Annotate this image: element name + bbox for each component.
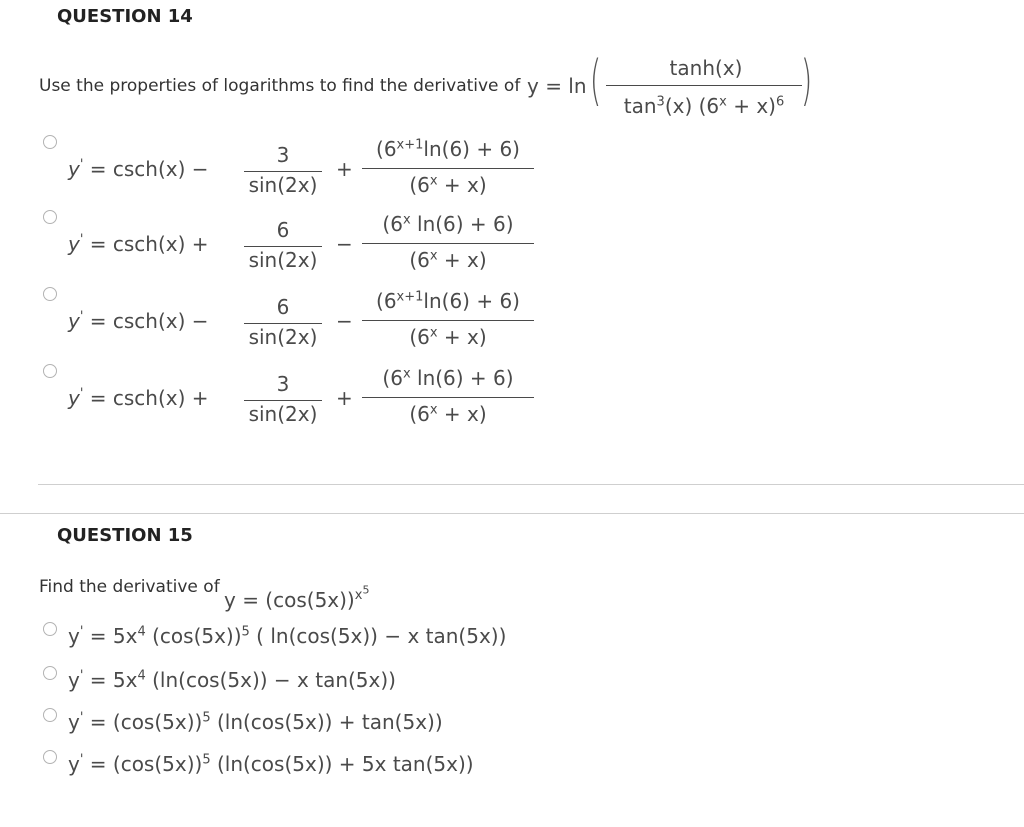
option-operator: − xyxy=(336,232,353,256)
question-15-title: QUESTION 15 xyxy=(57,525,193,546)
fraction-bar xyxy=(244,246,322,247)
fraction-2-numerator: $(6^{x+1}\ln(6) + 6)$ xyxy=(376,289,520,313)
option-expression: $y' = 5x^4$ $(\cos(5x))^5$ ( ln(cos(5x)) − x tan(5x)) xyxy=(68,624,507,648)
right-paren: ) xyxy=(800,49,813,112)
fraction-1-denominator: sin(2x) xyxy=(248,325,318,349)
radio-button[interactable] xyxy=(43,750,57,764)
option-lhs: y' = csch(x) − xyxy=(68,157,209,181)
option-lhs: y' = csch(x) + xyxy=(68,386,209,410)
fraction-2-denominator: $(6^x + x)$ xyxy=(409,402,487,426)
radio-button[interactable] xyxy=(43,135,57,149)
fraction-bar xyxy=(362,320,534,321)
radio-button[interactable] xyxy=(43,287,57,301)
divider xyxy=(0,513,1024,514)
option-expression: $y' = (\cos(5x))^5$ (ln(cos(5x)) + 5x tan(5x)) xyxy=(68,752,474,776)
fraction-2-numerator: (6$^x$ ln(6) + 6) xyxy=(382,366,514,390)
fraction-bar xyxy=(362,168,534,169)
fraction-2-denominator: $(6^x + x)$ xyxy=(409,173,487,197)
radio-button[interactable] xyxy=(43,622,57,636)
radio-button[interactable] xyxy=(43,708,57,722)
fraction-2-numerator: (6$^x$ ln(6) + 6) xyxy=(382,212,514,236)
fraction-2-denominator: $(6^x + x)$ xyxy=(409,325,487,349)
fraction-2-denominator: $(6^x + x)$ xyxy=(409,248,487,272)
option-expression: $y' = 5x^4$ (ln(cos(5x)) − x tan(5x)) xyxy=(68,668,396,692)
fraction-bar xyxy=(244,400,322,401)
option-operator: − xyxy=(336,309,353,333)
question-15-expression: $y = (\cos(5x))^{x^5}$ xyxy=(224,584,370,612)
fraction-1-numerator: 3 xyxy=(276,372,290,396)
fraction-bar xyxy=(244,323,322,324)
fraction-1-numerator: 6 xyxy=(276,218,290,242)
fraction-1-numerator: 6 xyxy=(276,295,290,319)
radio-button[interactable] xyxy=(43,364,57,378)
fraction-bar xyxy=(362,397,534,398)
fraction-1-numerator: 3 xyxy=(276,143,290,167)
left-paren: ( xyxy=(589,49,602,112)
fraction-1-denominator: sin(2x) xyxy=(248,173,318,197)
fraction-bar xyxy=(244,171,322,172)
fraction-bar xyxy=(606,85,802,86)
question-15-prompt: Find the derivative of xyxy=(39,577,220,597)
radio-button[interactable] xyxy=(43,666,57,680)
fraction-1-denominator: sin(2x) xyxy=(248,248,318,272)
option-expression: $y' = (\cos(5x))^5$ (ln(cos(5x)) + tan(5x)) xyxy=(68,710,443,734)
option-lhs: y' = csch(x) + xyxy=(68,232,209,256)
option-lhs: y' = csch(x) − xyxy=(68,309,209,333)
fraction-bar xyxy=(362,243,534,244)
option-operator: + xyxy=(336,157,353,181)
option-operator: + xyxy=(336,386,353,410)
fraction-2-numerator: $(6^{x+1}\ln(6) + 6)$ xyxy=(376,137,520,161)
divider xyxy=(38,484,1024,485)
expr-denominator: $\tan^3(x) (6^x + x)^6$ xyxy=(623,94,785,118)
expr-numerator: tanh(x) xyxy=(669,56,743,80)
question-14-title: QUESTION 14 xyxy=(57,6,193,27)
question-14-prompt: Use the properties of logarithms to find the derivative of xyxy=(39,76,521,96)
fraction-1-denominator: sin(2x) xyxy=(248,402,318,426)
expr-lhs: y = ln xyxy=(527,74,587,98)
radio-button[interactable] xyxy=(43,210,57,224)
